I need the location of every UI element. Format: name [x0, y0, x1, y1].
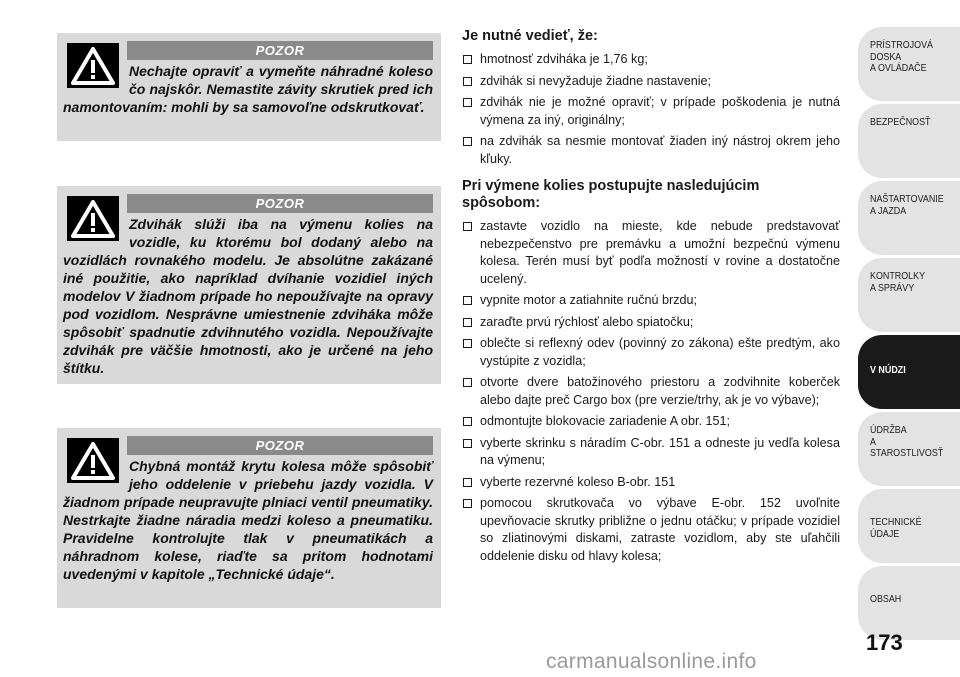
list-item: zdvihák si nevyžaduje žiadne nastavenie; [462, 73, 840, 91]
tab-label: V NÚDZI [870, 364, 906, 376]
section-heading-2: Pri výmene kolies postupujte nasledujúcim spôsobom: [462, 178, 760, 211]
warning-box-2 [57, 186, 441, 384]
procedure-list [462, 218, 840, 565]
warning-text: Chybná montáž krytu kolesa môže spôsobiť jeho oddelenie v priebehu jazdy vozidla. V žiadnom prípade neupravujte plniaci ventil pneumatiky. Nestrkajte žiadne náradia medzi koleso a pneumatiku. Pravidelne kontrolujte tlak v pneumatikách a náhradnom kolese, riaďte sa pritom hodnotami uvedenými v kapitole „Technické údaje“. [63, 458, 433, 582]
tab-obsah[interactable] [858, 566, 960, 640]
facts-list [462, 51, 840, 168]
page-number: 173 [866, 630, 903, 655]
main-content [462, 28, 840, 569]
warning-triangle-icon [67, 438, 119, 483]
tab-label: OBSAH [870, 593, 902, 605]
warning-triangle-icon [67, 43, 119, 88]
tab-v-nudzi[interactable] [858, 335, 960, 409]
list-item: vyberte skrinku s náradím C-obr. 151 a odneste ju vedľa kolesa na výmenu; [462, 435, 840, 470]
tab-pristrojova-doska[interactable] [858, 27, 960, 101]
list-item: otvorte dvere batožinového priestoru a zodvihnite koberček alebo dajte preč Cargo box (pre verzie/trhy, ak je vo výbave); [462, 374, 840, 409]
warning-heading: POZOR [127, 41, 433, 60]
tab-label: PRÍSTROJOVÁ DOSKA A OVLÁDAČE [870, 39, 933, 74]
tab-udrzba[interactable] [858, 412, 960, 486]
tab-kontrolky[interactable] [858, 258, 960, 332]
list-item: na zdvihák sa nesmie montovať žiaden iný nástroj okrem jeho kľuky. [462, 133, 840, 168]
warning-box-3 [57, 428, 441, 608]
tab-label: ÚDRŽBA A STAROSTLIVOSŤ [870, 424, 944, 459]
tab-label: BEZPEČNOSŤ [870, 116, 931, 128]
warning-triangle-icon [67, 196, 119, 241]
list-item: odmontujte blokovacie zariadenie A obr. 151; [462, 413, 840, 431]
tab-label: TECHNICKÉ ÚDAJE [870, 516, 922, 540]
list-item: vypnite motor a zatiahnite ručnú brzdu; [462, 292, 840, 310]
warning-text: Nechajte opraviť a vymeňte náhradné koleso čo najskôr. Nemastite závity skrutiek pred ich namontovaním: mohli by sa samovoľne odskrutkovať. [63, 63, 433, 115]
section-heading-1: Je nutné vedieť, že: [462, 28, 598, 44]
list-item: zastavte vozidlo na mieste, kde nebude predstavovať nebezpečenstvo pre premávku a umožní bezpečnú výmenu kolesa. Terén musí byť podľa možností v rovine a dostatočne ucelený. [462, 218, 840, 288]
warning-heading: POZOR [127, 436, 433, 455]
list-item: pomocou skrutkovača vo výbave E-obr. 152 uvoľnite upevňovacie skrutky približne o jednu otáčku; v prípade vozidiel so zliatinovými diskami, zatraste vozidlom, aby ste uľahčili oddelenie disku od hlavy kolesa; [462, 495, 840, 565]
tab-nastartovanie[interactable] [858, 181, 960, 255]
list-item: zaraďte prvú rýchlosť alebo spiatočku; [462, 314, 840, 332]
warning-heading: POZOR [127, 194, 433, 213]
chapter-tabs [858, 27, 960, 643]
tab-technicke-udaje[interactable] [858, 489, 960, 563]
list-item: oblečte si reflexný odev (povinný zo zákona) ešte predtým, ako vystúpite z vozidla; [462, 335, 840, 370]
list-item: zdvihák nie je možné opraviť; v prípade poškodenia je nutná výmena za iný, originálny; [462, 94, 840, 129]
tab-label: KONTROLKY A SPRÁVY [870, 270, 926, 294]
watermark: carmanualsonline.info [546, 650, 757, 673]
warning-box-1 [57, 33, 441, 141]
tab-bezpecnost[interactable] [858, 104, 960, 178]
list-item: vyberte rezervné koleso B-obr. 151 [462, 474, 840, 492]
list-item: hmotnosť zdviháka je 1,76 kg; [462, 51, 840, 69]
tab-label: NAŠTARTOVANIE A JAZDA [870, 193, 944, 217]
warning-text: Zdvihák slúži iba na výmenu kolies na vozidle, ku ktorému bol dodaný alebo na vozidlách rovnakého modelu. Je absolútne zakázané iné použitie, ako napríklad dvíhanie vozidiel iných modelov V žiadnom prípade ho nepoužívajte na opravy pod vozidlom. Nesprávne umiestnenie zdviháka môže spôsobiť spadnutie zdvihnutého vozidla. Nepoužívajte zdvihák pre väčšie hmotnosti, ako je určené na jeho štítku. [63, 216, 433, 376]
